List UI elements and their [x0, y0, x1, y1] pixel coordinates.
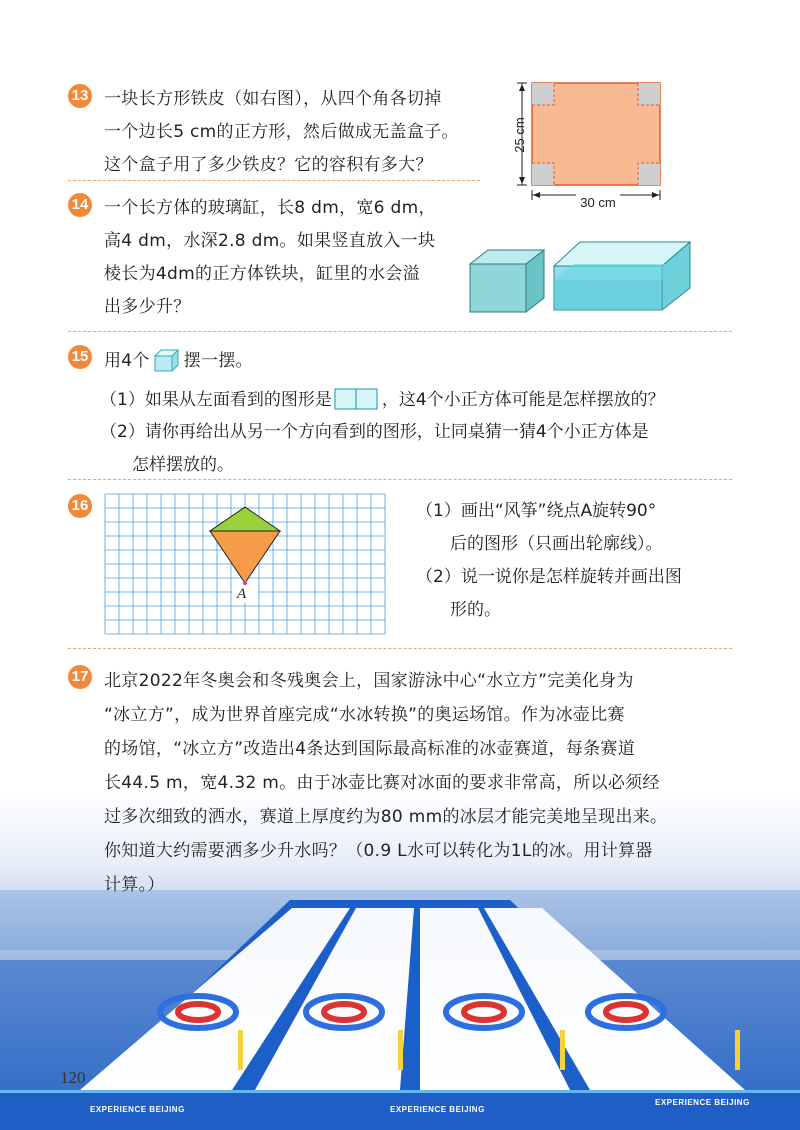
- small-cube-icon: [152, 348, 182, 372]
- divider: [68, 648, 732, 649]
- problem-17-line-4: 长44.5 m，宽4.32 m。由于冰壶比赛对冰面的要求非常高，所以必须经: [104, 773, 660, 793]
- iron-sheet-diagram: [510, 75, 670, 215]
- q1-text-pre: 如果从左面看到的图形是: [144, 390, 332, 410]
- kite-top: [210, 507, 280, 531]
- problem-16-q1-line-2: 后的图形（只画出轮廓线）。: [450, 534, 663, 554]
- problem-15-q1: [100, 385, 665, 410]
- q1-number: （1）: [100, 390, 145, 410]
- problem-17-line-2: “冰立方”，成为世界首座完成“水冰转换”的奥运场馆。作为冰壶比赛: [104, 705, 625, 725]
- experience-beijing-logo: EXPERIENCE BEIJING: [90, 1105, 185, 1114]
- corner-cut: [532, 163, 554, 185]
- tank-and-cube-figure: [462, 236, 702, 316]
- left-view-squares: [334, 388, 380, 410]
- point-a-label: A: [237, 586, 247, 602]
- q2-line-1: 请你再给出从另一个方向看到的图形，让同桌猜一猜4个小正方体是: [144, 422, 649, 442]
- problem-13-line-3: 这个盒子用了多少铁皮？它的容积有多大？: [104, 155, 433, 175]
- corner-cut: [532, 83, 554, 105]
- problem-13-number: 13: [68, 84, 92, 108]
- problem-14-line-4: 出多少升？: [104, 297, 191, 317]
- q1-number: （1）: [416, 501, 461, 521]
- q2-line-1: 说一说你是怎样旋转并画出图: [460, 567, 682, 587]
- problem-14-line-1: 一个长方体的玻璃缸，长8 dm，宽6 dm，: [104, 198, 436, 218]
- experience-beijing-logo: EXPERIENCE BEIJING: [390, 1105, 485, 1114]
- problem-13-line-1: 一块长方形铁皮（如右图），从四个角各切掉: [104, 89, 442, 109]
- problem-17-line-7: 计算。）: [104, 875, 165, 895]
- problem-17-line-3: 的场馆，“冰立方”改造出4条达到国际最高标准的冰壶赛道，每条赛道: [104, 739, 636, 759]
- q1-line-1: 画出“风筝”绕点A旋转90°: [460, 501, 657, 521]
- width-label: 30 cm: [580, 195, 616, 210]
- corner-cut: [638, 163, 660, 185]
- problem-16-q1: [416, 496, 656, 521]
- problem-14-line-2: 高4 dm，水深2.8 dm。如果竖直放入一块: [104, 231, 436, 251]
- problem-14-number: 14: [68, 193, 92, 217]
- point-a: [243, 581, 247, 585]
- q2-number: （2）: [416, 567, 461, 587]
- q2-number: （2）: [100, 422, 145, 442]
- problem-15-line: [104, 346, 253, 372]
- page-number: 120: [60, 1068, 86, 1087]
- experience-beijing-logo: EXPERIENCE BEIJING: [655, 1098, 750, 1107]
- divider: [68, 331, 732, 332]
- problem-13-line-2: 一个边长5 cm的正方形，然后做成无盖盒子。: [104, 122, 459, 142]
- problem-16-q2-line-2: 形的。: [450, 600, 501, 620]
- problem-17-line-6: 你知道大约需要洒多少升水吗？（0.9 L水可以转化为1L的冰。用计算器: [104, 841, 653, 861]
- problem-15-number: 15: [68, 345, 92, 369]
- problem-15-prefix: 用4个: [104, 351, 150, 371]
- kite-bottom: [210, 531, 280, 583]
- problem-17-line-5: 过多次细致的洒水，赛道上厚度约为80 mm的冰层才能完美地呈现出来。: [104, 807, 668, 827]
- corner-cut: [638, 83, 660, 105]
- problem-15-suffix: 摆一摆。: [183, 351, 253, 371]
- kite-grid: [104, 493, 388, 635]
- problem-17-number: 17: [68, 665, 92, 689]
- problem-14-line-3: 棱长为4dm的正方体铁块，缸里的水会溢: [104, 264, 420, 284]
- divider: [68, 180, 480, 181]
- problem-15-q2-line-2: 怎样摆放的。: [132, 455, 234, 475]
- q1-text-post: ，这4个小正方体可能是怎样摆放的？: [381, 390, 665, 410]
- problem-15-q2: [100, 417, 649, 442]
- problem-16-number: 16: [68, 494, 92, 518]
- iron-cube: [470, 264, 526, 312]
- problem-16-q2: [416, 562, 682, 587]
- problem-17-line-1: 北京2022年冬奥会和冬残奥会上，国家游泳中心“水立方”完美化身为: [104, 671, 634, 691]
- divider: [68, 479, 732, 480]
- height-label: 25 cm: [512, 117, 527, 153]
